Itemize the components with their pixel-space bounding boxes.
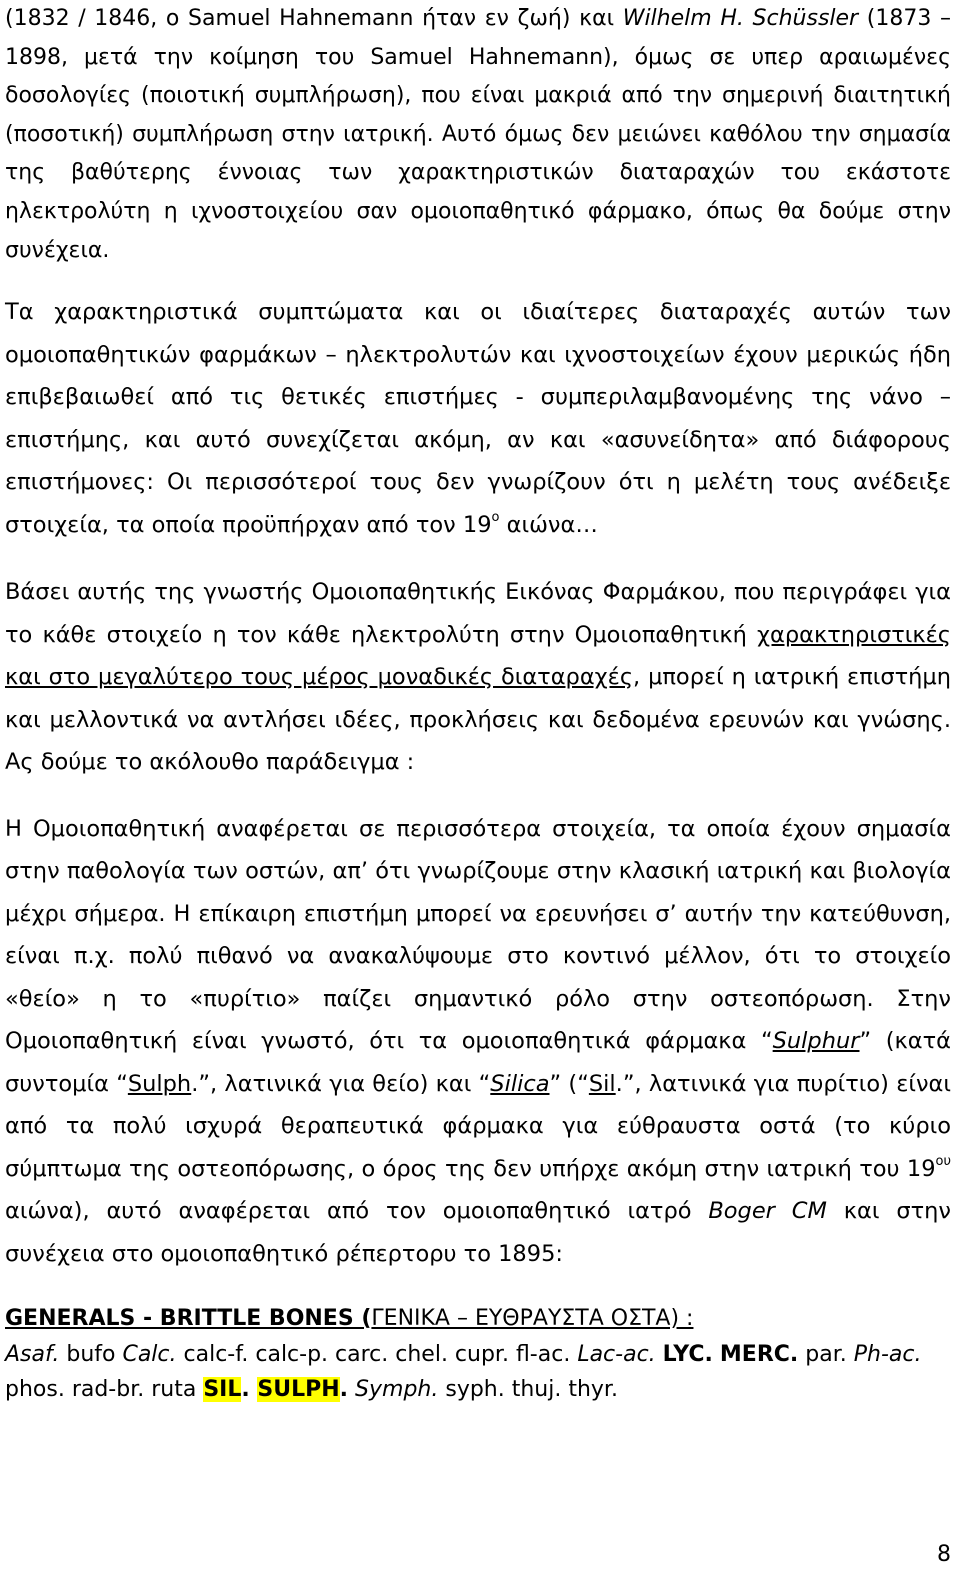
remedy-entry: Asaf. [5, 1342, 60, 1368]
remedy-entry: Calc. [122, 1342, 177, 1368]
remedy-entry: LYC. [662, 1342, 713, 1368]
remedy-entry [348, 1377, 355, 1402]
paragraph-2-text-end: αιώνα… [499, 511, 598, 538]
page-number: 8 [937, 1542, 951, 1567]
remedy-entry: Symph. [355, 1377, 439, 1403]
paragraph-2-text: Τα χαρακτηριστικά συμπτώματα και οι ιδιαίτερες διαταραχές αυτών των ομοιοπαθητικών φαρμάκων – ηλεκτρολυτών και ιχνοστοιχείων έχουν μερικώς ήδη επιβεβαιωθεί από τις θετικές επιστήμες - συμπεριλαμβανομένης της νάνο – επιστήμης, και αυτό συνεχίζεται ακόμη, αν και «ασυνείδητα» από διάφορους επιστήμονες: Οι περισσότεροί τους δεν γνωρίζουν ότι η μελέτη τους ανέδειξε στοιχεία, τα οποία προϋπήρχαν από τον 19 [5, 299, 951, 538]
paragraph-4-text: ” (κατά συντομία “ [5, 1028, 951, 1097]
remedy-entry: SIL [203, 1377, 242, 1403]
paragraph-4-text: αιώνα), αυτό αναφέρεται από τον ομοιοπαθητικό ιατρό [5, 1198, 709, 1225]
paragraph-1-text-cont: (1873 – 1898, μετά την κοίμηση του Samuel Hahnemann), όμως σε υπερ αραιωμένες δοσολογίες (ποιοτική συμπλήρωση), που είναι μακριά από την σημερινή διαιτητική (ποσοτική) συμπλήρωση στην ιατρική. Αυτό όμως δεν μειώνει καθόλου την σημασία της βαθύτερης έννοιας των χαρακτηριστικών διαταραχών του εκάστοτε ηλεκτρολύτη η ιχνοστοιχείου σαν ομοιοπαθητικό φάρμακο, όπως θα δούμε στην συνέχεια. [5, 6, 951, 263]
remedy-sulphur: Sulphur [772, 1028, 860, 1055]
underlined-phrase: χαρακτηριστικές και στο μεγαλύτερο τους μέρος μοναδικές διαταραχές [5, 621, 951, 691]
rubric-title [5, 1301, 951, 1337]
paragraph-4 [5, 808, 951, 1276]
remedy-sulph-abbrev: Sulph [127, 1070, 192, 1097]
paragraph-3 [5, 571, 951, 784]
superscript: ου [935, 1154, 951, 1170]
paragraph-4-text: Η Ομοιοπαθητική αναφέρεται σε περισσότερα στοιχεία, τα οποία έχουν σημασία στην παθολογία των οστών, απ’ ότι γνωρίζουμε στην κλασική ιατρική και βιολογία μέχρι σήμερα. Η επίκαιρη επιστήμη μπορεί να ερευνήσει σ’ αυτήν την κατεύθυνση, είναι π.χ. πολύ πιθανό να ανακαλύψουμε στο κοντινό μέλλον, ότι το στοιχείο «θείο» η το «πυρίτιο» παίζει σημαντικό ρόλο στην οστεοπόρωση. Στην Ομοιοπαθητική είναι γνωστό, ότι τα ομοιοπαθητικά φάρμακα “ [5, 815, 951, 1055]
remedy-entry: par. [798, 1342, 854, 1368]
rubric-title-gr: ΓΕΝΙΚΑ – ΕΥΘΡΑΥΣΤΑ ΟΣΤΑ) : [371, 1306, 694, 1332]
paragraph-4-text: .”, λατινικά για πυρίτιο) είναι από τα πολύ ισχυρά θεραπευτικά φάρμακα για εύθραυστα οστά (το κύριο σύμπτωμα της οστεοπόρωσης, ο όρος της δεν υπήρχε ακόμη στην ιατρική του 19 [5, 1070, 952, 1182]
remedy-entry: Ph-ac. [853, 1342, 922, 1368]
rubric-title-en: GENERALS - BRITTLE BONES ( [5, 1306, 372, 1332]
remedy-silica: Silica [490, 1070, 550, 1097]
remedy-entry: . [339, 1377, 349, 1403]
remedy-sil-abbrev: Sil [588, 1070, 616, 1097]
paragraph-3-text-end: , μπορεί η ιατρική επιστήμη και μελλοντικά να αντλήσει ιδέες, προκλήσεις και δεδομένα ερευνών και γνώσης. Ας δούμε το ακόλουθο παράδειγμα : [5, 664, 951, 776]
remedy-entry: calc-f. calc-p. carc. chel. cupr. fl-ac. [176, 1342, 578, 1368]
remedy-entry: phos. rad-br. ruta [5, 1342, 929, 1403]
paragraph-2 [5, 291, 951, 546]
remedy-entry: MERC. [719, 1342, 799, 1368]
remedy-list [5, 1337, 951, 1407]
author-boger: Boger CM [708, 1198, 827, 1225]
remedy-entry: bufo [59, 1342, 123, 1368]
document-page [5, 0, 951, 1407]
paragraph-1-text: (1832 / 1846, ο Samuel Hahnemann ήταν εν ζωή) και [5, 6, 623, 31]
remedy-entry [713, 1342, 720, 1367]
remedy-entry: . [241, 1377, 258, 1403]
paragraph-1 [5, 0, 951, 270]
paragraph-3-text: Βάσει αυτής της γνωστής Ομοιοπαθητικής Εικόνας Φαρμάκου, που περιγράφει για το κάθε στοιχείο η τον κάθε ηλεκτρολύτη στην Ομοιοπαθητική [5, 579, 951, 648]
remedy-entry: SULPH [257, 1377, 340, 1403]
paragraph-4-text: ” (“ [549, 1070, 589, 1097]
superscript: ο [491, 510, 500, 526]
paragraph-4-text-end: και στην συνέχεια στο ομοιοπαθητικό ρέπερτορυ το 1895: [5, 1198, 951, 1267]
author-schussler: Wilhelm H. Schüssler [622, 6, 859, 31]
remedy-entry: syph. thuj. thyr. [438, 1377, 618, 1403]
paragraph-4-text: .”, λατινικά για θείο) και “ [191, 1070, 491, 1097]
remedy-entry: Lac-ac. [577, 1342, 656, 1368]
remedy-entry [656, 1342, 663, 1367]
